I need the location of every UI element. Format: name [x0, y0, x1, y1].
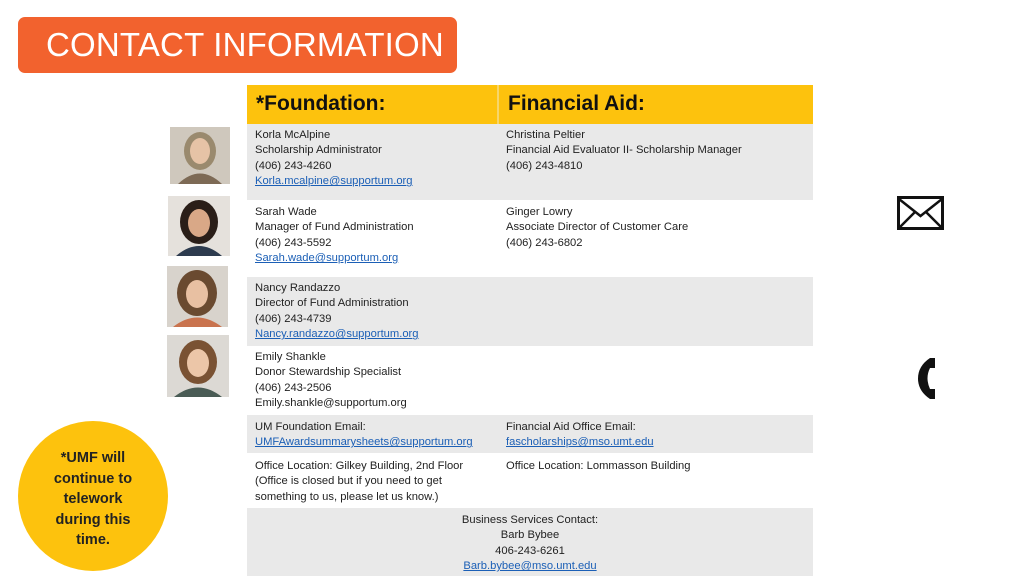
header-financial-aid: Financial Aid: [497, 85, 813, 124]
note-line: *UMF will [60, 450, 126, 466]
contact-card-sarah [255, 205, 495, 267]
contact-card-christina [506, 128, 806, 174]
contact-name: Christina Peltier [506, 129, 585, 141]
business-services-label: Business Services Contact: [461, 514, 599, 526]
contact-phone: (406) 243-4260 [255, 159, 332, 172]
contact-role: Associate Director of Customer Care [506, 221, 689, 234]
location-line: (Office is closed but if you need to get [255, 475, 442, 488]
envelope-icon [897, 196, 944, 230]
foundation-email-link[interactable]: UMFAwardsummarysheets@supportum.org [255, 436, 473, 449]
contact-phone: (406) 243-4739 [255, 312, 332, 325]
contact-phone: (406) 243-4810 [506, 159, 583, 172]
photo-nancy-randazzo [167, 266, 228, 327]
contact-name: Emily Shankle [255, 351, 326, 363]
contact-email-link[interactable]: Sarah.wade@supportum.org [255, 252, 399, 265]
contact-role: Financial Aid Evaluator II- Scholarship Manager [506, 144, 742, 157]
financial-aid-email-label: Financial Aid Office Email: [506, 421, 636, 433]
contact-phone: (406) 243-2506 [255, 381, 332, 394]
phone-icon [916, 356, 936, 401]
contact-name: Korla McAlpine [255, 129, 331, 141]
foundation-office-email [255, 420, 500, 451]
contact-phone: (406) 243-5592 [255, 236, 332, 249]
contact-email-link[interactable]: Korla.mcalpine@supportum.org [255, 175, 413, 188]
contact-role: Scholarship Administrator [255, 144, 382, 157]
page-title: CONTACT INFORMATION [46, 26, 444, 63]
contact-email-link[interactable]: Nancy.randazzo@supportum.org [255, 328, 419, 341]
telework-note [18, 421, 168, 571]
contact-name: Ginger Lowry [506, 206, 573, 218]
business-services-phone: 406-243-6261 [495, 544, 565, 557]
photo-korla-mcalpine [170, 127, 230, 184]
location-line: something to us, please let us know.) [255, 490, 439, 503]
business-services-email-link[interactable]: Barb.bybee@mso.umt.edu [463, 560, 597, 573]
note-line: continue to [53, 470, 133, 487]
contact-phone: (406) 243-6802 [506, 236, 583, 249]
financial-aid-email-link[interactable]: fascholarships@mso.umt.edu [506, 436, 654, 449]
contact-card-emily [255, 350, 495, 412]
note-line: during this [55, 511, 131, 528]
photo-emily-shankle [167, 335, 229, 397]
financial-aid-office-email [506, 420, 806, 451]
note-line: time. [76, 532, 110, 548]
contact-email: Emily.shankle@supportum.org [255, 397, 407, 410]
foundation-location [255, 459, 500, 505]
contact-role: Director of Fund Administration [255, 297, 409, 310]
header-foundation: *Foundation: [247, 85, 497, 124]
contact-name: Sarah Wade [255, 206, 317, 218]
contact-card-nancy [255, 281, 495, 343]
page-title-banner [18, 17, 457, 73]
business-services-name: Barb Bybee [500, 529, 560, 542]
financial-aid-location [506, 459, 806, 474]
note-line: telework [63, 491, 123, 507]
location-line: Office Location: Gilkey Building, 2nd Floor [255, 460, 464, 472]
contact-card-ginger [506, 205, 806, 251]
business-services-contact [247, 513, 813, 575]
foundation-email-label: UM Foundation Email: [255, 421, 366, 433]
contact-role: Manager of Fund Administration [255, 221, 414, 234]
location-line: Office Location: Lommasson Building [506, 460, 691, 472]
contact-name: Nancy Randazzo [255, 282, 341, 294]
contact-role: Donor Stewardship Specialist [255, 366, 402, 379]
contact-card-korla [255, 128, 495, 190]
photo-sarah-wade [168, 196, 230, 256]
